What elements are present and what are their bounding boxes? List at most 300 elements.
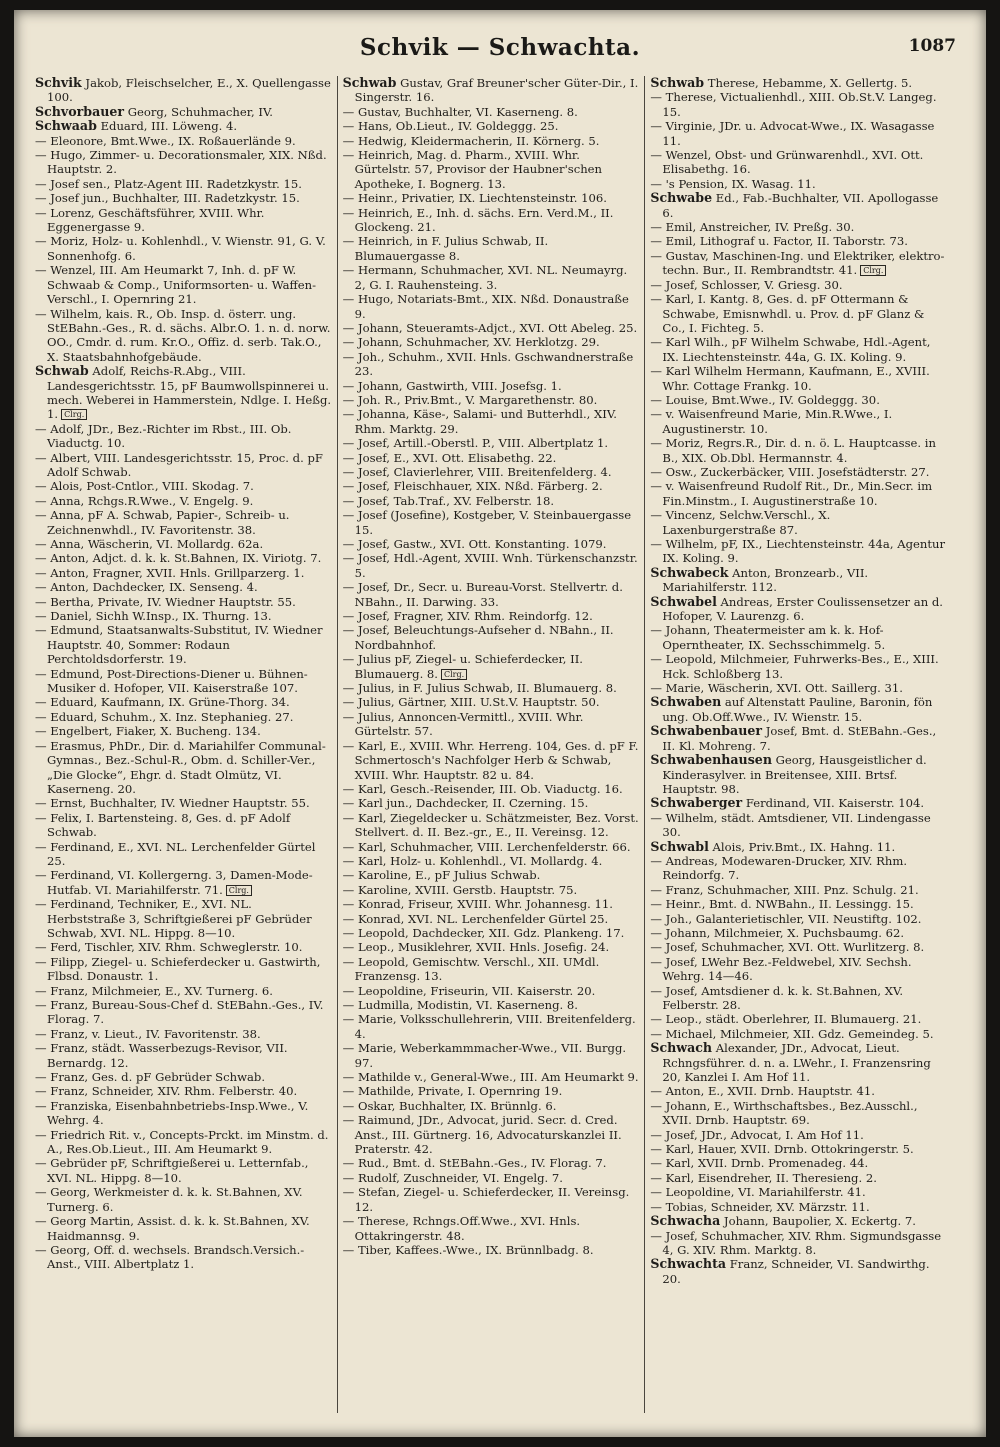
directory-entry	[650, 796, 947, 810]
directory-entry	[343, 782, 640, 796]
directory-entry	[35, 566, 332, 580]
entry-text: — Marie, Wäscherin, XVI. Ott. Saillerg. 31.	[650, 681, 903, 696]
directory-entry	[35, 105, 332, 119]
directory-columns	[30, 76, 952, 1413]
directory-entry	[343, 796, 640, 810]
directory-entry	[343, 105, 640, 119]
entry-text: — Leopold, Milchmeier, Fuhrwerks-Bes., E., XIII. Hck. Schloßberg 13.	[650, 652, 939, 681]
entry-text: — Vincenz, Selchw.Verschl., X. Laxenburgerstraße 87.	[650, 508, 831, 537]
directory-entry	[343, 897, 640, 911]
entry-text: — Josef, Tab.Traf., XV. Felberstr. 18.	[342, 493, 555, 508]
entry-text: — Mathilde, Private, I. Opernring 19.	[342, 1084, 563, 1099]
entry-text: — Franz, Bureau-Sous-Chef d. StEBahn.-Ges., IV. Florag. 7.	[35, 998, 324, 1027]
entry-text: — Moriz, Holz- u. Kohlenhdl., V. Wienstr. 91, G. V. Sonnenhofg. 6.	[35, 234, 326, 263]
entry-text: — Julius, in F. Julius Schwab, II. Blumauerg. 8.	[342, 681, 617, 696]
directory-entry	[343, 883, 640, 897]
entry-text: — Albert, VIII. Landesgerichtsstr. 15, Proc. d. pF Adolf Schwab.	[35, 450, 323, 479]
directory-entry	[650, 854, 947, 883]
entry-text: — Franz, Schuhmacher, XIII. Pnz. Schulg. 21.	[650, 882, 919, 897]
directory-entry	[650, 1171, 947, 1185]
directory-entry	[650, 1027, 947, 1041]
entry-text: — Johanna, Käse-, Salami- und Butterhdl., XIV. Rhm. Marktg. 29.	[342, 407, 617, 436]
entry-text: — Friedrich Rit. v., Concepts-Prckt. im Minstm. d. A., Res.Ob.Lieut., III. Am Heumarkt 9.	[35, 1127, 329, 1157]
directory-entry	[650, 926, 947, 940]
directory-entry	[343, 148, 640, 191]
entry-text: — Hugo, Zimmer- u. Decorationsmaler, XIX. Nßd. Hauptstr. 2.	[35, 148, 327, 177]
entry-surname: Schwabenbauer	[650, 723, 763, 739]
directory-entry	[650, 148, 947, 177]
directory-entry	[35, 307, 332, 365]
entry-text: — Anton, Dachdecker, IX. Senseng. 4.	[35, 580, 258, 595]
entry-surname: Schwaab	[35, 118, 97, 134]
directory-entry	[343, 263, 640, 292]
entry-surname: Schwachta	[650, 1256, 727, 1272]
entry-text: — Heinr., Bmt. d. NWBahn., II. Lessingg. 15.	[650, 897, 914, 912]
directory-entry	[343, 912, 640, 926]
entry-text: — Eduard, Schuhm., X. Inz. Stephanieg. 27.	[35, 709, 294, 724]
entry-text: — Heinr., Privatier, IX. Liechtensteinstr. 106.	[342, 191, 607, 206]
entry-surname: Schwaben	[650, 694, 722, 710]
entry-text: — Joh., Galanterietischler, VII. Neustiftg. 102.	[650, 911, 922, 926]
directory-entry	[343, 119, 640, 133]
entry-text: — Julius pF, Ziegel- u. Schieferdecker, II. Blumauerg. 8.	[342, 652, 583, 681]
entry-text: — Karoline, XVIII. Gerstb. Hauptstr. 75.	[342, 882, 578, 897]
directory-entry	[650, 465, 947, 479]
directory-entry	[343, 350, 640, 379]
entry-text: — Ferd, Tischler, XIV. Rhm. Schweglerstr. 10.	[35, 940, 303, 955]
entry-text: — v. Waisenfreund Marie, Min.R.Wwe., I. Augustinerstr. 10.	[650, 407, 893, 436]
entry-text: — Leopoldine, VI. Mariahilferstr. 41.	[650, 1185, 866, 1200]
directory-entry	[650, 278, 947, 292]
directory-entry	[650, 234, 947, 248]
entry-text: — Wilhelm, städt. Amtsdiener, VII. Lindengasse 30.	[650, 810, 931, 840]
entry-text: — Tobias, Schneider, XV. Märzstr. 11.	[650, 1199, 870, 1214]
entry-text: — Leopold, Dachdecker, XII. Gdz. Plankeng. 17.	[342, 925, 625, 940]
directory-entry	[650, 1142, 947, 1156]
entry-text: — Karl, Hauer, XVII. Drnb. Ottokringerstr. 5.	[650, 1142, 914, 1157]
directory-entry	[343, 321, 640, 335]
directory-entry	[343, 1243, 640, 1257]
directory-entry	[35, 364, 332, 422]
entry-text: — Karl, Holz- u. Kohlenhdl., VI. Mollardg. 4.	[342, 853, 603, 868]
directory-entry	[650, 292, 947, 335]
entry-text: — Therese, Rchngs.Off.Wwe., XVI. Hnls. Ottakringerstr. 48.	[342, 1214, 581, 1243]
directory-entry	[343, 1099, 640, 1113]
directory-entry	[35, 840, 332, 869]
entry-text: — Anna, Rchgs.R.Wwe., V. Engelg. 9.	[35, 493, 254, 508]
directory-entry	[35, 695, 332, 709]
directory-entry	[650, 652, 947, 681]
directory-entry	[343, 681, 640, 695]
directory-entry	[650, 177, 947, 191]
entry-text: — Joh. R., Priv.Bmt., V. Margarethenstr. 80.	[342, 392, 598, 407]
entry-text: — Josef, JDr., Advocat, I. Am Hof 11.	[650, 1127, 864, 1142]
entry-text: Andreas, Erster Coulissensetzer an d. Hofoper, V. Laurenzg. 6.	[662, 594, 943, 624]
directory-entry	[650, 508, 947, 537]
directory-entry	[35, 1027, 332, 1041]
directory-entry	[650, 695, 947, 724]
directory-entry	[343, 710, 640, 739]
entry-text: — Wenzel, III. Am Heumarkt 7, Inh. d. pF W. Schwaab & Comp., Uniformsorten- u. Waffen-Verschl., I. Opernring 21.	[35, 263, 317, 307]
entry-text: Franz, Schneider, VI. Sandwirthg. 20.	[662, 1257, 930, 1286]
entry-text: — Karl, E., XVIII. Whr. Herreng. 104, Ges. d. pF F. Schmertosch's Nachfolger Herb & Schwab, XVIII. Whr. Hauptstr. 82 u. 84.	[342, 738, 639, 782]
entry-text: — Georg, Off. d. wechsels. Brandsch.Versich.-Anst., VIII. Albertplatz 1.	[35, 1242, 305, 1272]
directory-entry	[343, 940, 640, 954]
entry-text: — Josef jun., Buchhalter, III. Radetzkystr. 15.	[35, 191, 300, 206]
directory-entry	[343, 206, 640, 235]
entry-text: — Michael, Milchmeier, XII. Gdz. Gemeindeg. 5.	[650, 1026, 934, 1041]
directory-column-right	[644, 76, 952, 1413]
entry-text: — Wilhelm, pF, IX., Liechtensteinstr. 44a, Agentur IX. Koling. 9.	[650, 537, 946, 566]
entry-text: — Ludmilla, Modistin, VI. Kaserneng. 8.	[342, 998, 578, 1012]
directory-entry	[35, 134, 332, 148]
clearing-stamp: Clrg.	[61, 409, 87, 420]
entry-text: — Stefan, Ziegel- u. Schieferdecker, II. Vereinsg. 12.	[342, 1185, 630, 1214]
entry-text: — Josef, LWehr Bez.-Feldwebel, XIV. Sechsh. Wehrg. 14—46.	[650, 954, 912, 984]
entry-text: Ed., Fab.-Buchhalter, VII. Apollogasse 6.	[662, 191, 939, 220]
entry-text: — Tiber, Kaffees.-Wwe., IX. Brünnlbadg. 8.	[342, 1242, 594, 1257]
directory-entry	[35, 1214, 332, 1243]
entry-text: — Ferdinand, Techniker, E., XVI. NL. Herbststraße 3, Schriftgießerei pF Gebrüder Schwab, XVI. NL. Hippg. 8—10.	[35, 897, 312, 940]
directory-entry	[35, 451, 332, 480]
directory-entry	[35, 580, 332, 594]
entry-text: — Franziska, Eisenbahnbetriebs-Insp.Wwe., V. Wehrg. 4.	[35, 1098, 309, 1128]
directory-entry	[650, 393, 947, 407]
entry-text: — Georg Martin, Assist. d. k. k. St.Bahnen, XV. Haidmannsg. 9.	[35, 1214, 310, 1243]
entry-text: — Karl, I. Kantg. 8, Ges. d. pF Ottermann & Schwabe, Emisnwhdl. u. Prov. d. pF Glanz & Co., I. Fichteg. 5.	[650, 292, 925, 335]
entry-text: — Heinrich, E., Inh. d. sächs. Ern. Verd.M., II. Glockeng. 21.	[342, 205, 614, 235]
directory-entry	[650, 724, 947, 753]
directory-entry	[343, 955, 640, 984]
entry-text: — Felix, I. Bartensteing. 8, Ges. d. pF Adolf Schwab.	[35, 810, 291, 840]
directory-entry	[343, 984, 640, 998]
entry-text: — Joh., Schuhm., XVII. Hnls. Gschwandnerstraße 23.	[342, 349, 634, 379]
directory-entry	[650, 1128, 947, 1142]
directory-entry	[343, 854, 640, 868]
entry-text: — Karl jun., Dachdecker, II. Czerning. 15.	[342, 796, 589, 811]
entry-text: — Josef, Hdl.-Agent, XVIII. Wnh. Türkenschanzstr. 5.	[342, 551, 638, 580]
entry-text: Alexander, JDr., Advocat, Lieut. Rchngsführer. d. n. a. LWehr., I. Franzensring 20, Kanzlei I. Am Hof 11.	[662, 1041, 931, 1085]
directory-entry	[35, 940, 332, 954]
directory-entry	[35, 263, 332, 306]
directory-entry	[650, 191, 947, 220]
directory-entry	[343, 292, 640, 321]
entry-text: — Karl Wilh., pF Wilhelm Schwabe, Hdl.-Agent, IX. Liechtensteinstr. 44a, G. IX. Koling. 9.	[650, 335, 931, 364]
directory-entry	[35, 724, 332, 738]
entry-text: — Andreas, Modewaren-Drucker, XIV. Rhm. Reindorfg. 7.	[650, 853, 908, 883]
entry-surname: Schwabe	[650, 190, 713, 206]
entry-text: — Marie, Volksschullehrerin, VIII. Breitenfelderg. 4.	[342, 1012, 636, 1041]
entry-text: Georg, Schuhmacher, IV.	[124, 104, 273, 119]
directory-entry	[35, 1185, 332, 1214]
directory-entry	[650, 119, 947, 148]
entry-text: — Leopoldine, Friseurin, VII. Kaiserstr. 20.	[342, 983, 596, 998]
entry-text: — Bertha, Private, IV. Wiedner Hauptstr. 55.	[35, 594, 296, 609]
directory-entry	[35, 710, 332, 724]
entry-text: — Oskar, Buchhalter, IX. Brünnlg. 6.	[342, 1098, 557, 1113]
entry-text: — Josef, Fragner, XIV. Rhm. Reindorfg. 12.	[342, 609, 593, 624]
directory-entry	[35, 1084, 332, 1098]
entry-text: — Josef, Clavierlehrer, VIII. Breitenfelderg. 4.	[342, 464, 612, 479]
entry-text: — Heinrich, Mag. d. Pharm., XVIII. Whr. Gürtelstr. 57, Provisor der Haubner'schen Apotheke, I. Bognerg. 13.	[342, 148, 602, 191]
entry-text: — Anton, Adjct. d. k. k. St.Bahnen, IX. Viriotg. 7.	[35, 551, 322, 566]
entry-surname: Schwaberger	[650, 795, 743, 811]
entry-text: — 's Pension, IX. Wasag. 11.	[650, 176, 816, 191]
directory-entry	[35, 1070, 332, 1084]
entry-text: — Hugo, Notariats-Bmt., XIX. Nßd. Donaustraße 9.	[342, 292, 629, 321]
directory-entry	[650, 220, 947, 234]
directory-entry	[35, 897, 332, 940]
entry-surname: Schwab	[35, 363, 89, 379]
entry-surname: Schwabenhausen	[650, 752, 772, 768]
entry-text: — Johann, Schuhmacher, XV. Herklotzg. 29.	[342, 335, 600, 350]
entry-text: — Virginie, JDr. u. Advocat-Wwe., IX. Wasagasse 11.	[650, 119, 935, 148]
directory-entry	[650, 811, 947, 840]
directory-entry	[35, 191, 332, 205]
entry-surname: Schwabeck	[650, 564, 729, 580]
directory-entry	[650, 436, 947, 465]
directory-entry	[343, 234, 640, 263]
page-header	[14, 34, 986, 74]
directory-entry	[650, 1012, 947, 1026]
entry-text: — Leop., städt. Oberlehrer, II. Blumauerg. 21.	[650, 1012, 922, 1027]
directory-entry	[650, 407, 947, 436]
directory-entry	[35, 177, 332, 191]
entry-text: — Franz, städt. Wasserbezugs-Revisor, VII. Bernardg. 12.	[35, 1041, 288, 1070]
directory-entry	[650, 1156, 947, 1170]
entry-text: — Eduard, Kaufmann, IX. Grüne-Thorg. 34.	[35, 695, 290, 710]
entry-text: Gustav, Graf Breuner'scher Güter-Dir., I. Singerstr. 16.	[354, 76, 639, 105]
entry-text: — Hermann, Schuhmacher, XVI. NL. Neumayrg. 2, G. I. Rauhensteing. 3.	[342, 263, 628, 292]
entry-text: — Anton, E., XVII. Drnb. Hauptstr. 41.	[650, 1084, 875, 1099]
entry-text: — Josef, Gastw., XVI. Ott. Konstanting. 1079.	[342, 537, 607, 551]
entry-text: — Heinrich, in F. Julius Schwab, II. Blumauergasse 8.	[342, 234, 549, 263]
entry-text: — Josef, Schlosser, V. Griesg. 30.	[650, 277, 843, 292]
entry-text: — Josef sen., Platz-Agent III. Radetzkystr. 15.	[35, 176, 302, 191]
entry-text: Johann, Baupolier, X. Eckertg. 7.	[720, 1214, 916, 1229]
entry-text: — Josef, Artill.-Oberstl. P., VIII. Albertplatz 1.	[342, 436, 609, 451]
page-number: 1087	[908, 36, 956, 56]
entry-text: — Gustav, Maschinen-Ing. und Elektriker, elektro-techn. Bur., II. Rembrandtstr. 41.	[650, 248, 945, 278]
entry-text: — Gebrüder pF, Schriftgießerei u. Letternfab., XVI. NL. Hippg. 8—10.	[35, 1156, 309, 1185]
directory-entry	[650, 1229, 947, 1258]
directory-column-middle	[337, 76, 645, 1413]
directory-entry	[35, 667, 332, 696]
entry-text: — Josef, Fleischhauer, XIX. Nßd. Färberg. 2.	[342, 479, 603, 494]
directory-entry	[343, 1185, 640, 1214]
directory-entry	[35, 1041, 332, 1070]
entry-text: — Josef (Josefine), Kostgeber, V. Steinbauergasse 15.	[342, 508, 632, 537]
entry-text: — Wenzel, Obst- und Grünwarenhdl., XVI. Ott. Elisabethg. 16.	[650, 148, 924, 177]
entry-text: — Josef, Schuhmacher, XVI. Ott. Wurlitzerg. 8.	[650, 940, 925, 955]
directory-entry	[650, 1200, 947, 1214]
entry-text: — Konrad, XVI. NL. Lerchenfelder Gürtel 25.	[342, 911, 609, 926]
entry-text: — Alois, Post-Cntlor., VIII. Skodag. 7.	[35, 479, 254, 494]
entry-text: — Josef, Amtsdiener d. k. k. St.Bahnen, XV. Felberstr. 28.	[650, 983, 904, 1012]
directory-entry	[35, 1128, 332, 1157]
directory-entry	[343, 379, 640, 393]
directory-entry	[343, 1041, 640, 1070]
directory-entry	[343, 926, 640, 940]
clearing-stamp: Clrg.	[441, 669, 467, 680]
directory-entry	[343, 551, 640, 580]
directory-entry	[35, 537, 332, 551]
entry-text: — Filipp, Ziegel- u. Schieferdecker u. Gastwirth, Flbsd. Donaustr. 1.	[35, 954, 321, 984]
directory-entry	[35, 868, 332, 897]
entry-text: — Daniel, Sichh W.Insp., IX. Thurng. 13.	[35, 609, 272, 624]
directory-entry	[343, 494, 640, 508]
entry-text: — Ferdinand, E., XVI. NL. Lerchenfelder Gürtel 25.	[35, 839, 316, 868]
entry-text: — Josef, Dr., Secr. u. Bureau-Vorst. Stellvertr. d. NBahn., II. Darwing. 33.	[342, 580, 623, 609]
entry-text: — Franz, Milchmeier, E., XV. Turnerg. 6.	[35, 983, 273, 998]
entry-surname: Schwab	[342, 76, 397, 90]
entry-text: — Emil, Anstreicher, IV. Preßg. 30.	[650, 220, 855, 235]
directory-entry	[35, 119, 332, 133]
directory-entry	[35, 422, 332, 451]
entry-text: — Emil, Lithograf u. Factor, II. Taborstr. 73.	[650, 234, 908, 249]
directory-entry	[343, 580, 640, 609]
directory-entry	[35, 508, 332, 537]
entry-text: Jakob, Fleischselcher, E., X. Quellengasse 100.	[47, 76, 331, 105]
directory-entry	[35, 595, 332, 609]
directory-entry	[35, 479, 332, 493]
directory-entry	[343, 537, 640, 551]
directory-entry	[343, 407, 640, 436]
entry-text: — Julius, Annoncen-Vermittl., XVIII. Whr. Gürtelstr. 57.	[342, 709, 584, 739]
entry-text: — Josef, Schuhmacher, XIV. Rhm. Sigmundsgasse 4, G. XIV. Rhm. Marktg. 8.	[650, 1228, 942, 1257]
entry-text: — Hans, Ob.Lieut., IV. Goldeggg. 25.	[342, 119, 559, 134]
directory-entry	[35, 998, 332, 1027]
directory-entry	[343, 1012, 640, 1041]
entry-surname: Schwabl	[650, 838, 709, 854]
directory-entry	[35, 955, 332, 984]
entry-text: Georg, Hausgeistlicher d. Kinderasylver. in Breitensee, XIII. Brtsf. Hauptstr. 98.	[662, 753, 927, 796]
entry-text: — Osw., Zuckerbäcker, VIII. Josefstädterstr. 27.	[650, 464, 930, 479]
entry-text: Josef, Bmt. d. StEBahn.-Ges., II. Kl. Mohreng. 7.	[662, 724, 937, 753]
directory-entry	[35, 206, 332, 235]
entry-text: — Eleonore, Bmt.Wwe., IX. Roßauerlände 9.	[35, 133, 296, 148]
directory-entry	[343, 739, 640, 782]
directory-entry	[35, 796, 332, 810]
directory-entry	[650, 912, 947, 926]
directory-entry	[650, 681, 947, 695]
entry-text: — Karl Wilhelm Hermann, Kaufmann, E., XVIII. Whr. Cottage Frankg. 10.	[650, 364, 930, 393]
directory-entry	[35, 984, 332, 998]
directory-entry	[343, 1214, 640, 1243]
entry-text: — Konrad, Friseur, XVIII. Whr. Johannesg. 11.	[342, 897, 613, 912]
directory-entry	[343, 1070, 640, 1084]
entry-text: — Louise, Bmt.Wwe., IV. Goldeggg. 30.	[650, 392, 880, 407]
entry-text: — Johann, Gastwirth, VIII. Josefsg. 1.	[342, 378, 562, 393]
directory-entry	[343, 508, 640, 537]
directory-entry	[35, 494, 332, 508]
directory-entry	[650, 1185, 947, 1199]
directory-entry	[650, 76, 947, 90]
directory-entry	[343, 134, 640, 148]
entry-text: — Wilhelm, kais. R., Ob. Insp. d. österr. ung. StEBahn.-Ges., R. d. sächs. Albr.O. 1. n. d. norw. OO., Cmdr. d. rum. Kr.O., Offiz. d. serb. Tak.O., X. Staatsbahnhofgebäude.	[35, 306, 331, 364]
entry-text: — Rud., Bmt. d. StEBahn.-Ges., IV. Florag. 7.	[342, 1156, 607, 1171]
directory-entry	[650, 1099, 947, 1128]
entry-text: — Raimund, JDr., Advocat, jurid. Secr. d. Cred. Anst., III. Gürtnerg. 16, Advocaturskanzlei II. Praterstr. 42.	[342, 1113, 622, 1157]
directory-entry	[35, 76, 332, 105]
entry-text: — Moriz, Regrs.R., Dir. d. n. ö. L. Hauptcasse. in B., XIX. Ob.Dbl. Hermannstr. 4.	[650, 436, 936, 465]
directory-entry	[343, 1156, 640, 1170]
entry-text: — Franz, Ges. d. pF Gebrüder Schwab.	[35, 1070, 266, 1085]
entry-text: — Anna, Wäscherin, VI. Mollardg. 62a.	[35, 537, 264, 551]
directory-entry	[650, 537, 947, 566]
directory-entry	[650, 364, 947, 393]
directory-entry	[343, 1171, 640, 1185]
entry-text: — Leopold, Gemischtw. Verschl., XII. UMdl. Franzensg. 13.	[342, 954, 600, 984]
directory-entry	[35, 551, 332, 565]
entry-surname: Schwabel	[650, 593, 717, 609]
entry-text: auf Altenstatt Pauline, Baronin, fön ung. Ob.Off.Wwe., IV. Wienstr. 15.	[662, 695, 933, 724]
entry-text: — Johann, Theatermeister am k. k. Hof-Operntheater, IX. Sechsschimmelg. 5.	[650, 623, 886, 652]
entry-text: Anton, Bronzearb., VII. Mariahilferstr. 112.	[662, 565, 869, 595]
directory-entry	[650, 335, 947, 364]
entry-text: — Karl, Eisendreher, II. Theresieng. 2.	[650, 1170, 877, 1185]
directory-entry	[650, 897, 947, 911]
entry-text: Therese, Hebamme, X. Gellertg. 5.	[704, 76, 913, 90]
entry-text: — Karl, Gesch.-Reisender, III. Ob. Viaductg. 16.	[342, 781, 623, 796]
entry-text: — Franz, Schneider, XIV. Rhm. Felberstr. 40.	[35, 1084, 298, 1099]
entry-text: — Karoline, E., pF Julius Schwab.	[342, 868, 541, 883]
directory-entry	[650, 940, 947, 954]
entry-surname: Schwacha	[650, 1213, 721, 1229]
directory-entry	[343, 652, 640, 681]
directory-entry	[650, 1214, 947, 1228]
directory-entry	[35, 623, 332, 666]
directory-entry	[650, 595, 947, 624]
entry-text: — Hedwig, Kleidermacherin, II. Körnerg. 5.	[342, 133, 600, 148]
directory-entry	[343, 623, 640, 652]
directory-entry	[650, 566, 947, 595]
entry-text: — Anton, Fragner, XVII. Hnls. Grillparzerg. 1.	[35, 565, 305, 580]
entry-text: Eduard, III. Löweng. 4.	[96, 119, 238, 134]
entry-text: — Karl, Schuhmacher, VIII. Lerchenfelderstr. 66.	[342, 839, 631, 854]
directory-entry	[650, 883, 947, 897]
entry-text: — Erasmus, PhDr., Dir. d. Mariahilfer Communal-Gymnas., Bez.-Schul-R., Obm. d. Schiller-Ver., „Die Glocke“, Ehgr. d. Stadt Olmütz, VI. Kaserneng. 20.	[35, 738, 326, 796]
directory-entry	[343, 840, 640, 854]
directory-entry	[343, 191, 640, 205]
directory-entry	[343, 393, 640, 407]
entry-surname: Schvorbauer	[35, 103, 125, 119]
entry-text: — Johann, E., Wirthschaftsbes., Bez.Ausschl., XVII. Drnb. Hauptstr. 69.	[650, 1098, 918, 1128]
entry-text: — Lorenz, Geschäftsführer, XVIII. Whr. Eggenergasse 9.	[35, 205, 265, 235]
directory-entry	[35, 1156, 332, 1185]
entry-text: Ferdinand, VII. Kaiserstr. 104.	[742, 796, 925, 811]
entry-text: — Karl, XVII. Drnb. Promenadeg. 44.	[650, 1156, 869, 1171]
directory-entry	[650, 753, 947, 796]
entry-text: — Johann, Steueramts-Adjct., XVI. Ott Abeleg. 25.	[342, 320, 638, 335]
directory-entry	[35, 739, 332, 797]
entry-surname: Schwach	[650, 1040, 713, 1056]
directory-entry	[650, 479, 947, 508]
clearing-stamp: Clrg.	[226, 885, 252, 896]
directory-entry	[343, 465, 640, 479]
entry-text: — Anna, pF A. Schwab, Papier-, Schreib- u. Zeichnenwhdl., IV. Favoritenstr. 38.	[35, 508, 290, 537]
directory-entry	[343, 76, 640, 105]
entry-text: — Edmund, Post-Directions-Diener u. Bühnen-Musiker d. Hofoper, VII. Kaiserstraße 107.	[35, 666, 308, 696]
directory-entry	[35, 1243, 332, 1272]
directory-entry	[343, 1084, 640, 1098]
directory-entry	[343, 436, 640, 450]
directory-entry	[650, 249, 947, 278]
directory-entry	[650, 1257, 947, 1286]
directory-column-left	[30, 76, 337, 1413]
entry-text: — Georg, Werkmeister d. k. k. St.Bahnen, XV. Turnerg. 6.	[35, 1185, 303, 1214]
entry-text: — Julius, Gärtner, XIII. U.St.V. Hauptstr. 50.	[342, 695, 600, 710]
